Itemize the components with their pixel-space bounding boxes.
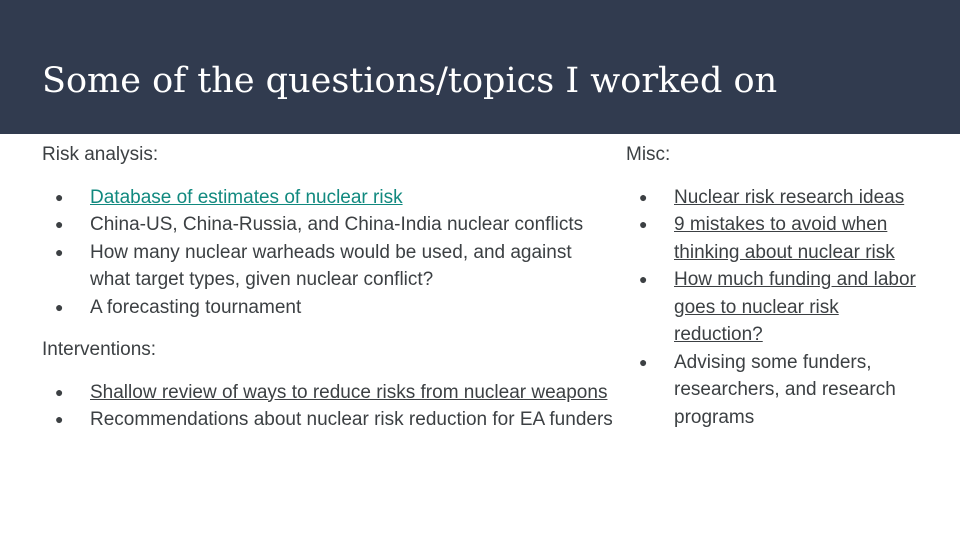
- bullet-icon: ●: [55, 188, 64, 205]
- bullet-icon: ●: [639, 188, 648, 205]
- list-item: [42, 406, 617, 434]
- list-item: [42, 211, 617, 239]
- risk-analysis-list: [42, 184, 617, 322]
- slide-title: Some of the questions/topics I worked on: [42, 61, 778, 101]
- link-research-ideas[interactable]: Nuclear risk research ideas: [674, 186, 905, 208]
- bullet-icon: ●: [55, 298, 64, 315]
- item-text: China-US, China-Russia, and China-India nuclear conflicts: [90, 214, 584, 235]
- list-item: [42, 239, 617, 294]
- misc-heading: Misc:: [626, 144, 671, 165]
- link-funding-and-labor[interactable]: How much funding and labor goes to nuclear risk reduction?: [674, 269, 916, 345]
- risk-analysis-heading: Risk analysis:: [42, 144, 159, 165]
- list-item: [626, 184, 926, 212]
- list-item: [626, 349, 926, 432]
- item-text: Recommendations about nuclear risk reduction for EA funders: [90, 409, 613, 430]
- item-text: A forecasting tournament: [90, 296, 302, 318]
- bullet-icon: ●: [639, 216, 648, 232]
- bullet-icon: ●: [639, 353, 648, 370]
- bullet-icon: ●: [55, 383, 64, 400]
- right-column: [626, 141, 926, 446]
- list-item: [42, 379, 617, 407]
- item-text: How many nuclear warheads would be used, and against what target types, given nuclear conflict?: [90, 241, 572, 290]
- title-bar: [0, 0, 960, 134]
- bullet-icon: ●: [55, 216, 64, 232]
- interventions-heading: Interventions:: [42, 339, 157, 360]
- interventions-list: [42, 379, 617, 434]
- bullet-icon: ●: [55, 411, 64, 427]
- list-item: [42, 294, 617, 322]
- link-9-mistakes[interactable]: 9 mistakes to avoid when thinking about nuclear risk: [674, 214, 895, 263]
- list-item: [626, 211, 926, 266]
- link-database-of-estimates[interactable]: Database of estimates of nuclear risk: [90, 186, 403, 208]
- item-text: Advising some funders, researchers, and research programs: [674, 351, 896, 428]
- left-column: [42, 141, 617, 449]
- bullet-icon: ●: [639, 271, 648, 287]
- link-shallow-review[interactable]: Shallow review of ways to reduce risks from nuclear weapons: [90, 381, 608, 403]
- bullet-icon: ●: [55, 243, 64, 260]
- list-item: [42, 184, 617, 212]
- list-item: [626, 266, 926, 349]
- misc-list: [626, 184, 926, 432]
